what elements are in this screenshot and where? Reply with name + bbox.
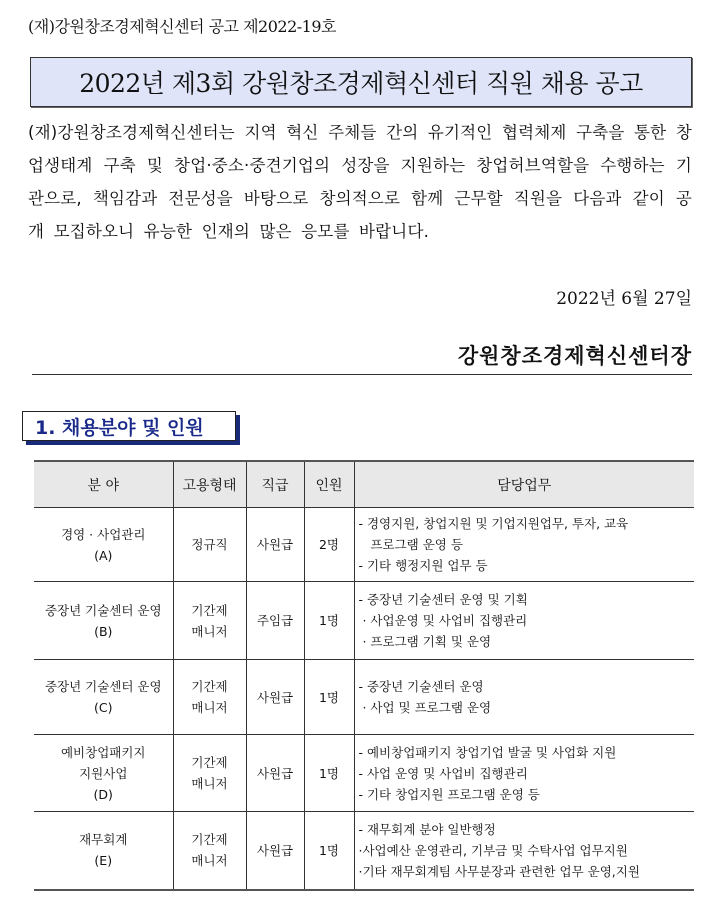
table-header-row [34, 461, 694, 508]
employment-type-cell-line: 기간제 [191, 832, 228, 848]
employment-type-cell-line: 매니저 [191, 776, 228, 791]
employment-type-cell [173, 735, 246, 812]
duties-cell-line: - 중장년 기술센터 운영 및 기획 [358, 592, 528, 607]
employment-type-cell-line: 정규직 [191, 537, 228, 552]
grade-cell: 사원급 [246, 812, 304, 890]
field-cell-line: (E) [94, 853, 113, 869]
field-cell [34, 660, 173, 735]
employment-type-cell [173, 812, 246, 890]
duties-cell-line: · 사업 및 프로그램 운영 [358, 700, 492, 715]
signature: 강원창조경제혁신센터장 [457, 344, 692, 368]
duties-cell-line: - 경영지원, 창업지원 및 기업지원업무, 투자, 교육 [358, 516, 629, 531]
duties-cell-line: · 프로그램 기획 및 운영 [358, 634, 492, 649]
grade-cell: 주임급 [246, 582, 304, 660]
duties-cell-line: - 예비창업패키지 창업기업 발굴 및 사업화 지원 [358, 744, 617, 760]
headcount-cell: 1명 [304, 812, 354, 890]
grade-cell: 사원급 [246, 508, 304, 582]
announcement-number: (재)강원창조경제혁신센터 공고 제2022-19호 [28, 17, 336, 36]
page-title [30, 57, 692, 107]
headcount-cell: 1명 [304, 660, 354, 735]
field-cell-line: (A) [94, 547, 113, 563]
field-cell-line: 재무회계 [79, 832, 128, 848]
headcount-cell: 1명 [304, 735, 354, 812]
column-header: 담당업무 [354, 461, 694, 508]
column-header: 분 야 [34, 461, 173, 508]
section-heading [22, 411, 236, 441]
field-cell [34, 582, 173, 660]
field-cell [34, 735, 173, 812]
employment-type-cell-line: 기간제 [191, 602, 228, 618]
employment-type-cell-line: 매니저 [191, 853, 228, 869]
field-cell-line: 중장년 기술센터 운영 [44, 679, 162, 694]
field-cell-line: (B) [94, 623, 113, 639]
duties-cell-line: - 중장년 기술센터 운영 [358, 679, 484, 694]
duties-cell-line: ·기타 재무회계팀 사무분장과 관련한 업무 운영,지원 [358, 863, 640, 879]
duties-cell-line: · 사업운영 및 사업비 집행관리 [358, 613, 528, 628]
duties-cell-line: - 사업 운영 및 사업비 집행관리 [358, 765, 528, 781]
employment-type-cell [173, 508, 246, 582]
grade-cell: 사원급 [246, 660, 304, 735]
duties-cell [354, 582, 694, 660]
duties-cell-line: ·사업예산 운영관리, 기부금 및 수탁사업 업무지원 [358, 842, 628, 858]
field-cell-line: 지원사업 [79, 765, 128, 781]
divider [32, 374, 692, 375]
duties-cell-line: - 재무회계 분야 일반행정 [358, 821, 496, 837]
recruitment-table [34, 460, 694, 891]
duties-cell [354, 812, 694, 890]
column-header: 인원 [304, 461, 354, 508]
employment-type-cell-line: 기간제 [191, 755, 228, 770]
duties-cell-line: - 기타 창업지원 프로그램 운영 등 [358, 786, 540, 802]
table-row [34, 735, 694, 812]
employment-type-cell-line: 매니저 [191, 623, 228, 639]
table-row [34, 508, 694, 582]
duties-cell [354, 735, 694, 812]
duties-cell [354, 508, 694, 582]
employment-type-cell [173, 582, 246, 660]
column-header: 고용형태 [173, 461, 246, 508]
announcement-date: 2022년 6월 27일 [556, 289, 692, 309]
employment-type-cell-line: 기간제 [191, 679, 228, 694]
duties-cell-line: 프로그램 운영 등 [358, 537, 463, 552]
duties-cell-line: - 기타 행정지원 업무 등 [358, 558, 488, 573]
field-cell-line: (D) [93, 786, 113, 802]
field-cell-line: 경영 · 사업관리 [61, 526, 146, 542]
employment-type-cell-line: 매니저 [191, 700, 228, 715]
table-row [34, 660, 694, 735]
field-cell [34, 812, 173, 890]
section-heading-text: 1. 채용분야 및 인원 [35, 416, 204, 439]
employment-type-cell [173, 660, 246, 735]
table-row [34, 582, 694, 660]
field-cell-line: (C) [94, 700, 113, 715]
intro-paragraph: (재)강원창조경제혁신센터는 지역 혁신 주체들 간의 유기적인 협력체제 구축을 통한 창업생태계 구축 및 창업·중소·중견기업의 성장을 지원하는 창업허브역할을 수행하는 기관으로, 책임감과 전문성을 바탕으로 창의적으로 함께 근무할 직원을 다음과 같이 공개 모집하오니 유능한 인재의 많은 응모를 바랍니다. [28, 123, 692, 241]
duties-cell [354, 660, 694, 735]
column-header: 직급 [246, 461, 304, 508]
headcount-cell: 1명 [304, 582, 354, 660]
grade-cell: 사원급 [246, 735, 304, 812]
field-cell [34, 508, 173, 582]
table-row [34, 812, 694, 890]
field-cell-line: 중장년 기술센터 운영 [44, 602, 162, 618]
headcount-cell: 2명 [304, 508, 354, 582]
title-text: 2022년 제3회 강원창조경제혁신센터 직원 채용 공고 [79, 69, 643, 98]
field-cell-line: 예비창업패키지 [60, 744, 146, 760]
